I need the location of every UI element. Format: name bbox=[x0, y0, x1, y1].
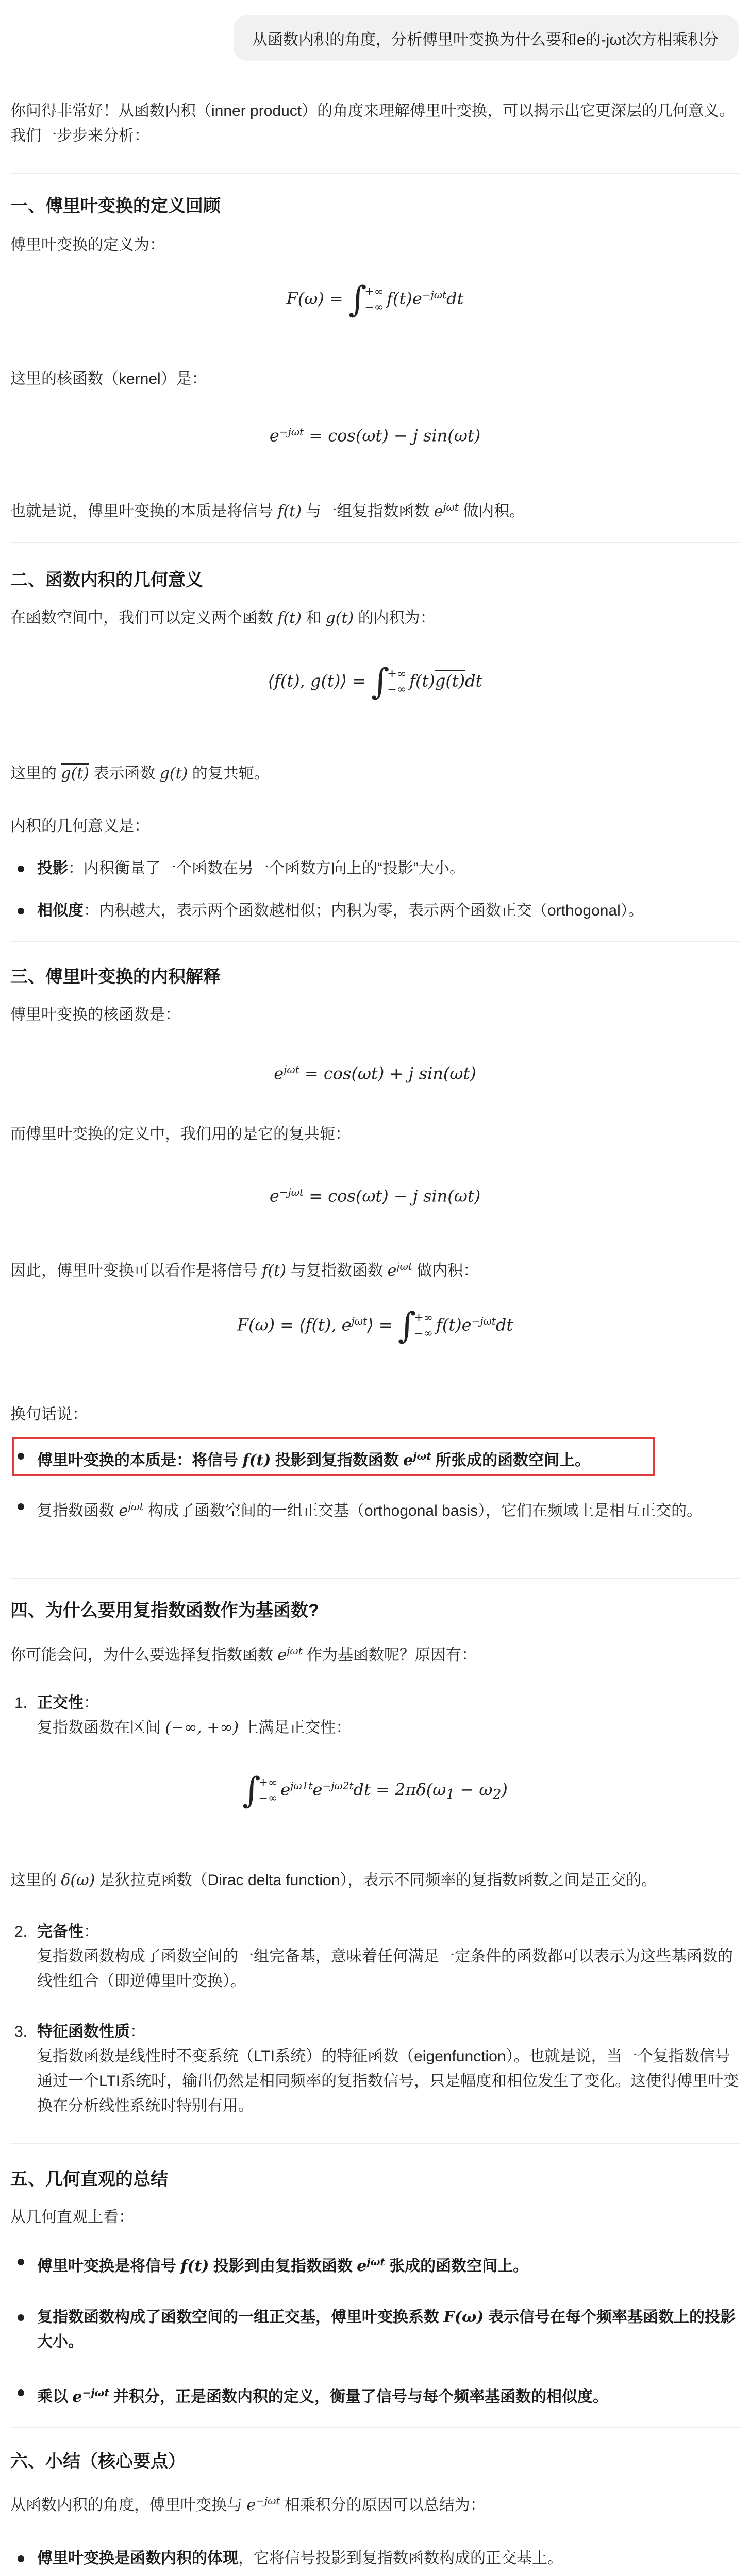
s3-paragraph-1: 傅里叶变换的核函数是： bbox=[10, 1006, 180, 1023]
section-heading-5: 五、几何直观的总结 bbox=[10, 2170, 168, 2189]
list-item: 1. 正交性： 复指数函数在区间 (−∞, +∞) 上满足正交性： bbox=[14, 1694, 352, 1737]
s1-paragraph-3: 也就是说，傅里叶变换的本质是将信号 f(t) 与一组复指数函数 $e^{j\omega t}$ 做内积。 bbox=[10, 501, 525, 520]
s4-paragraph-1: 你可能会问，为什么要选择复指数函数 $e^{j\omega t}$ 作为基函数呢？原因有： bbox=[10, 1645, 477, 1664]
s6-paragraph-1: 从函数内积的角度，傅里叶变换与 $e^{-j\omega t}$ 相乘积分的原因可以总结为： bbox=[10, 2495, 486, 2514]
equation-conjugate-kernel: $e^{-j\omega t} = \cos(\omega t) - j$ sin(ωt) bbox=[269, 1186, 481, 1206]
equation-kernel-positive: $e^{j\omega t} = \cos(\omega t) + j$ sin(ωt) bbox=[274, 1063, 476, 1083]
equation-fourier-inner-product: F(ω) = ⟨f(t), $e^{j\omega t}⟩$ = ∫+∞ −∞ $f(t)e^{-j\omega t}dt$ bbox=[237, 1306, 513, 1346]
s2-paragraph-3: 内积的几何意义是： bbox=[10, 818, 149, 835]
divider bbox=[10, 2143, 740, 2144]
s3-paragraph-3: 因此，傅里叶变换可以看作是将信号 f(t) 与复指数函数 $e^{j\omega t}$ 做内积： bbox=[10, 1260, 479, 1280]
equation-inner-product: ⟨f(t), g(t)⟩ = ∫+∞ −∞ f(t)g(t)dt bbox=[268, 662, 482, 702]
divider bbox=[10, 542, 740, 543]
list-item: 傅里叶变换的本质是：将信号 f(t) 投影到复指数函数 $e^{j\omega t}$ 所张成的函数空间上。 bbox=[10, 1444, 740, 1473]
divider bbox=[10, 173, 740, 174]
divider bbox=[10, 941, 740, 942]
divider bbox=[10, 2427, 740, 2428]
list-item: 傅里叶变换是函数内积的体现，它将信号投影到复指数函数构成的正交基上。 bbox=[10, 2546, 740, 2571]
section-heading-6: 六、小结（核心要点） bbox=[10, 2452, 186, 2471]
list-item: 3. 特征函数性质： 复指数函数是线性时不变系统（LTI系统）的特征函数（eigenfunction）。也就是说，当一个复指数信号通过一个LTI系统时，输出仍然是相同频率的复指数信号，只是幅度和相位发生了变化。这使得傅里叶变换在分析线性系统时特别有用。 bbox=[14, 2023, 739, 2114]
s3-paragraph-4: 换句话说： bbox=[10, 1406, 88, 1423]
s1-paragraph-2: 这里的核函数（kernel）是： bbox=[10, 370, 207, 387]
list-item: 复指数函数 $e^{j\omega t}$ 构成了函数空间的一组正交基（orthogonal basis），它们在频域上是相互正交的。 bbox=[10, 1494, 740, 1523]
section-heading-3: 三、傅里叶变换的内积解释 bbox=[10, 967, 221, 987]
list-item: 傅里叶变换是将信号 f(t) 投影到由复指数函数 $e^{j\omega t}$ 张成的函数空间上。 bbox=[10, 2249, 740, 2279]
user-message-text: 从函数内积的角度，分析傅里叶变换为什么要和e的-jωt次方相乘积分 bbox=[252, 31, 719, 48]
s4-paragraph-2: 这里的 δ(ω) 是狄拉克函数（Dirac delta function），表示不同频率的复指数函数之间是正交的。 bbox=[10, 1871, 657, 1889]
list-item: 2. 完备性： 复指数函数构成了函数空间的一组完备基，意味着任何满足一定条件的函数都可以表示为这些基函数的线性组合（即逆傅里叶变换）。 bbox=[14, 1923, 733, 1990]
user-message-bubble bbox=[234, 15, 739, 61]
s5-paragraph-1: 从几何直观上看： bbox=[10, 2209, 134, 2226]
list-item: 乘以 $e^{-j\omega t}$ 并积分，正是函数内积的定义，衡量了信号与每个频率基函数的相似度。 bbox=[10, 2380, 740, 2410]
equation-kernel: $e^{-j\omega t} = \cos(\omega t) - j$ sin(ωt) bbox=[269, 426, 481, 446]
equation-fourier-definition: F(ω) = ∫+∞ −∞ $f(t)e^{-j\omega t}dt$ bbox=[286, 279, 464, 320]
section-heading-4: 四、为什么要用复指数函数作为基函数? bbox=[10, 1601, 319, 1620]
divider bbox=[10, 1578, 740, 1579]
s3-paragraph-2: 而傅里叶变换的定义中，我们用的是它的复共轭： bbox=[10, 1126, 351, 1143]
section-heading-2: 二、函数内积的几何意义 bbox=[10, 570, 203, 590]
list-item: 相似度：内积越大，表示两个函数越相似；内积为零，表示两个函数正交（orthogonal）。 bbox=[10, 899, 740, 923]
list-item: 投影：内积衡量了一个函数在另一个函数方向上的“投影”大小。 bbox=[10, 856, 740, 881]
section-heading-1: 一、傅里叶变换的定义回顾 bbox=[10, 196, 221, 216]
s2-paragraph-2: 这里的 g(t) 表示函数 g(t) 的复共轭。 bbox=[10, 765, 270, 783]
list-item: 复指数函数构成了函数空间的一组正交基，傅里叶变换系数 F(ω) 表示信号在每个频率基函数上的投影大小。 bbox=[10, 2305, 740, 2354]
s1-paragraph-1: 傅里叶变换的定义为： bbox=[10, 236, 165, 253]
s2-paragraph-1: 在函数空间中，我们可以定义两个函数 f(t) 和 g(t) 的内积为： bbox=[10, 609, 436, 627]
intro-paragraph: 你问得非常好！从函数内积（inner product）的角度来理解傅里叶变换，可以揭示出它更深层的几何意义。我们一步步来分析： bbox=[10, 103, 735, 144]
equation-orthogonality: ∫+∞ −∞ $e^{j\omega 1t}e^{-j\omega 2t}dt = 2\pi\delta(\omega_1 - \omega_2)$ bbox=[242, 1770, 508, 1811]
